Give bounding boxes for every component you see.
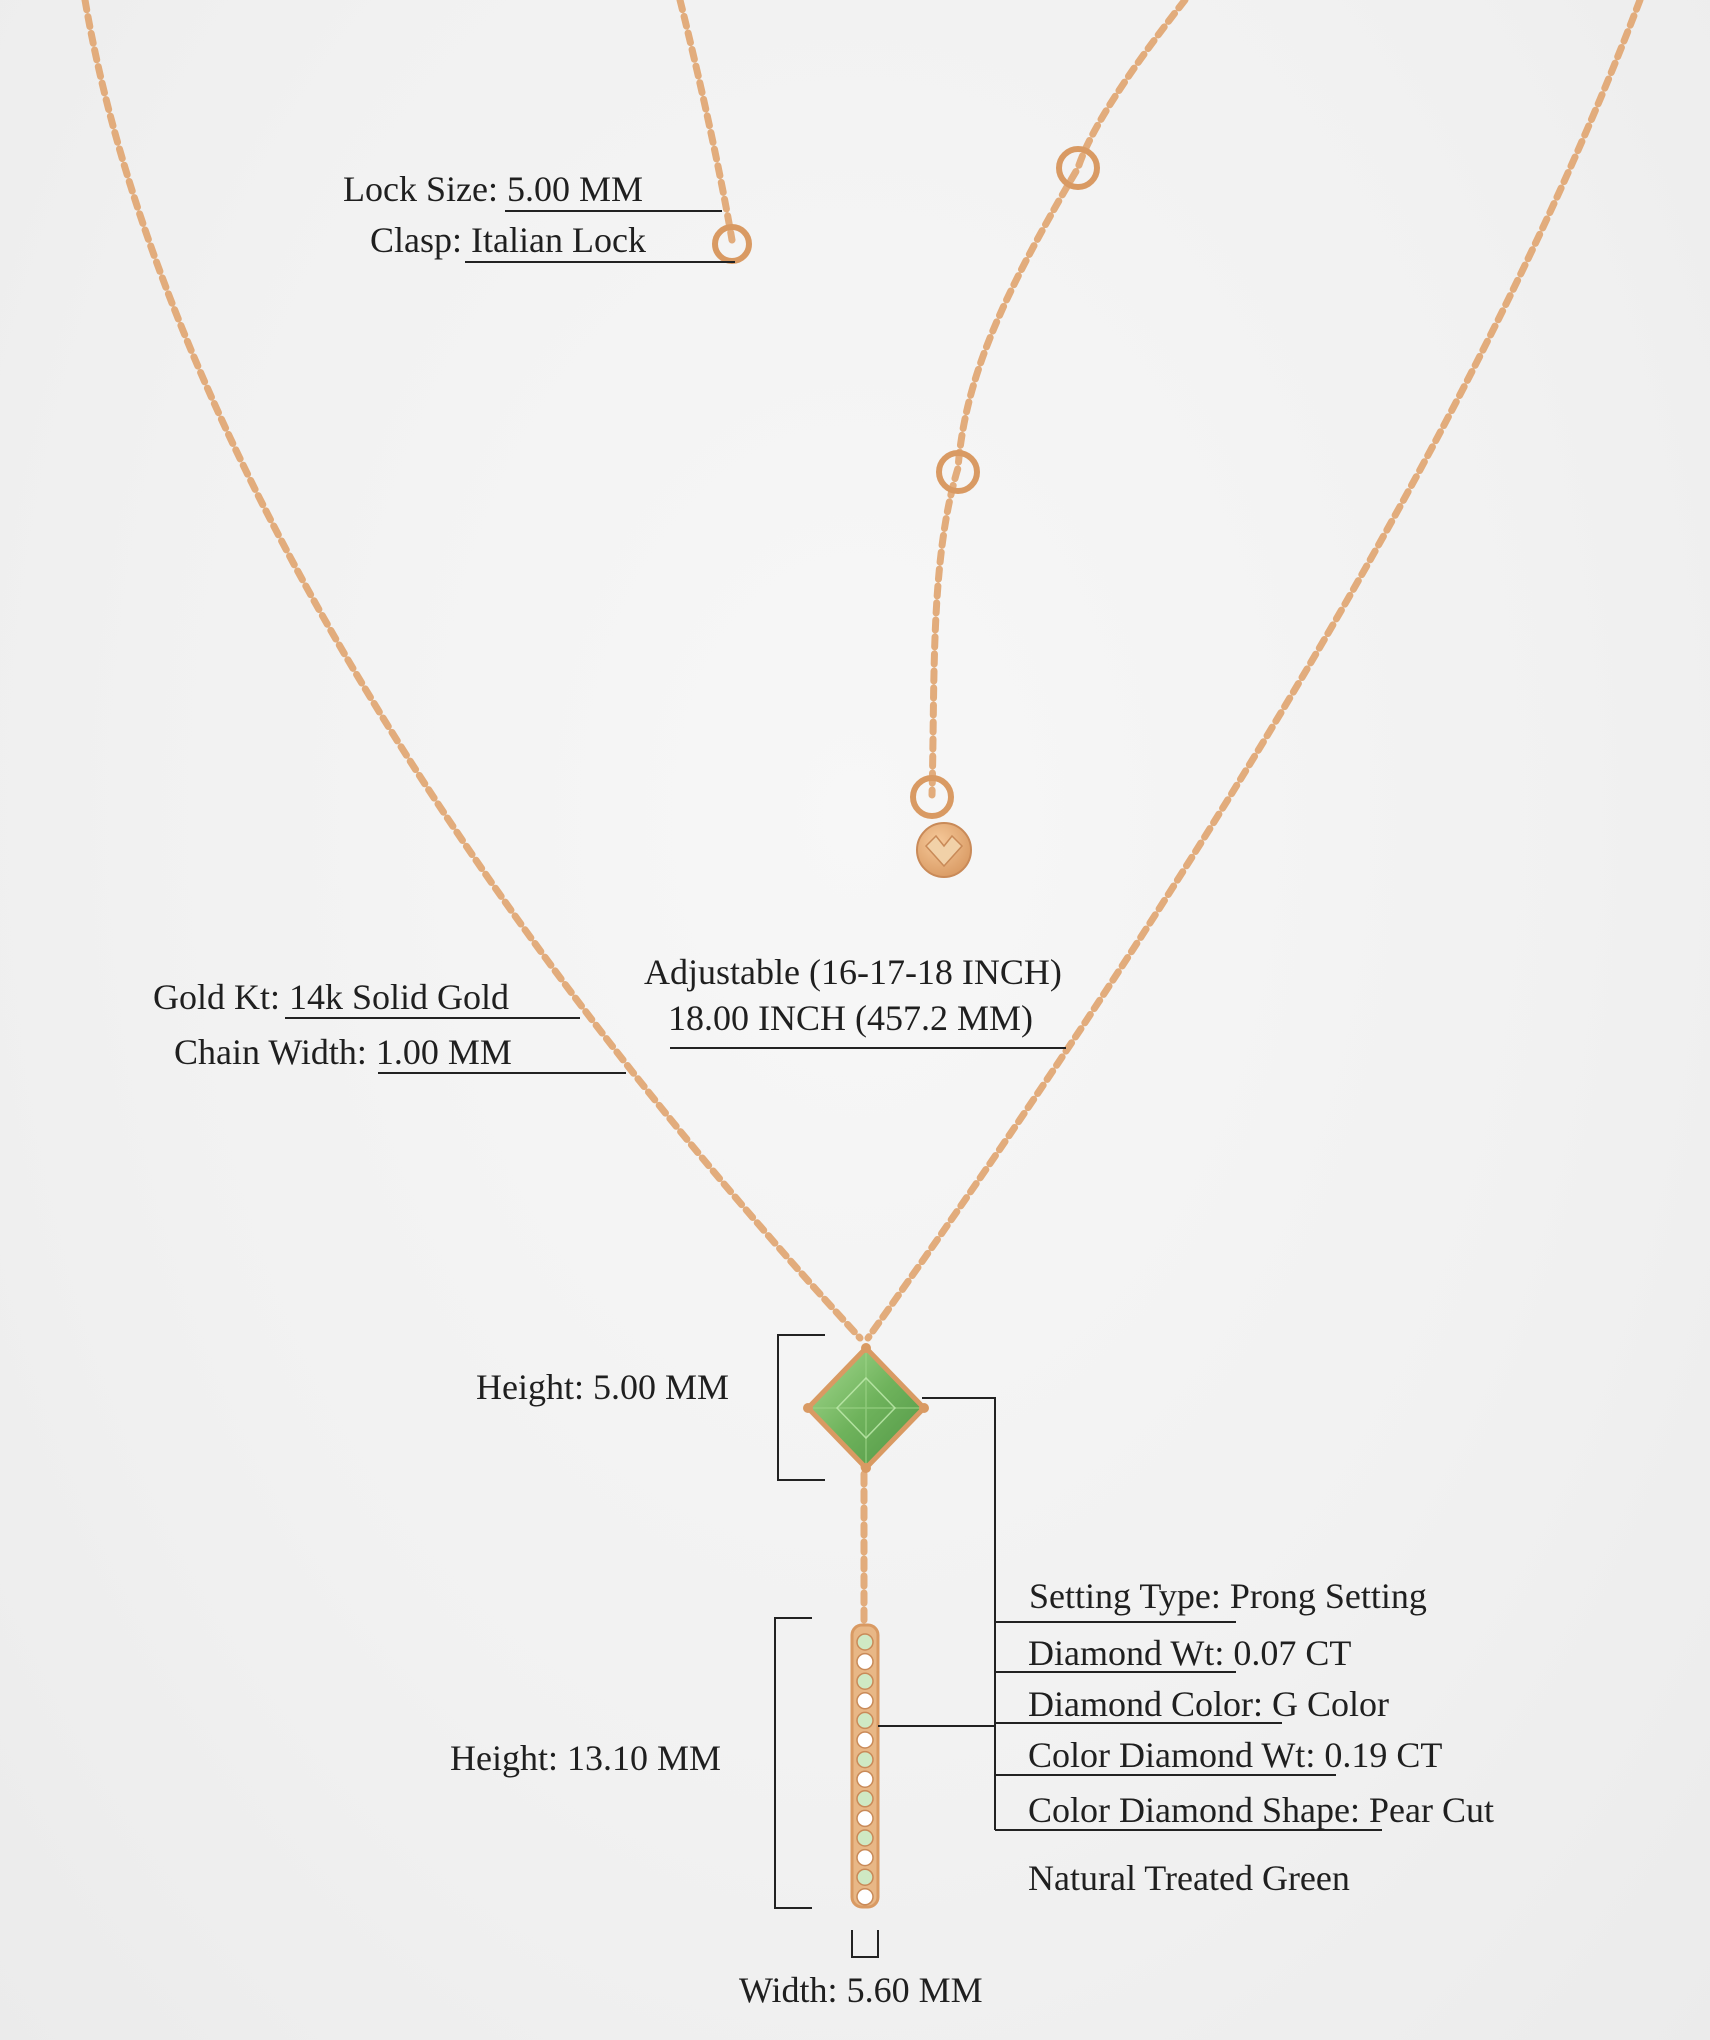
bar-height-spec: Height: 13.10 MM bbox=[450, 1738, 722, 1778]
stone-height-label: Height bbox=[476, 1367, 574, 1407]
gold-kt-spec: Gold Kt: 14k Solid Gold bbox=[153, 977, 510, 1017]
bar-green-stone bbox=[857, 1869, 873, 1885]
gold-kt-label: Gold Kt bbox=[153, 977, 270, 1017]
diamond-color-spec: Diamond Color: G Color bbox=[1028, 1684, 1389, 1724]
chain-length-text: 18.00 INCH (457.2 MM) bbox=[668, 998, 1033, 1038]
princess-cut-gem bbox=[803, 1343, 929, 1473]
chain-width-spec: Chain Width: 1.00 MM bbox=[174, 1032, 512, 1072]
bar-width-value: 5.60 MM bbox=[846, 1970, 983, 2010]
color-diamond-shape-spec: Color Diamond Shape: Pear Cut bbox=[1028, 1790, 1494, 1830]
bar-diamond-stone bbox=[857, 1732, 873, 1748]
color-diamond-wt-spec: Color Diamond Wt: 0.19 CT bbox=[1028, 1735, 1443, 1775]
bar-diamond-stone bbox=[857, 1771, 873, 1787]
color-diamond-shape-label: Color Diamond Shape bbox=[1028, 1790, 1350, 1830]
setting-type-spec: Setting Type: Prong Setting bbox=[1029, 1576, 1427, 1616]
gold-kt-value: 14k Solid Gold bbox=[289, 977, 510, 1017]
setting-type-value: Prong Setting bbox=[1229, 1576, 1427, 1616]
chain-width-value: 1.00 MM bbox=[375, 1032, 512, 1072]
color-diamond-wt-value: 0.19 CT bbox=[1324, 1735, 1443, 1775]
diamond-color-value: G Color bbox=[1272, 1684, 1389, 1724]
bar-width-label: Width bbox=[739, 1970, 828, 2010]
bar-diamond-stone bbox=[857, 1693, 873, 1709]
chain-extender-strand bbox=[932, 0, 1185, 795]
bar-height-label: Height bbox=[450, 1738, 548, 1778]
bar-green-stone bbox=[857, 1830, 873, 1846]
chain-clasp-strand bbox=[680, 0, 732, 240]
lock-size-spec: Lock Size: 5.00 MM bbox=[343, 169, 643, 209]
bar-diamond-stone bbox=[857, 1654, 873, 1670]
bar-green-stone bbox=[857, 1752, 873, 1768]
logo-tag bbox=[917, 823, 971, 877]
bar-width-spec: Width: 5.60 MM bbox=[739, 1970, 983, 2010]
bar-height-value: 13.10 MM bbox=[567, 1738, 722, 1778]
bar-green-stone bbox=[857, 1634, 873, 1650]
color-diamond-wt-label: Color Diamond Wt bbox=[1028, 1735, 1306, 1775]
diamond-color-label: Diamond Color bbox=[1028, 1684, 1253, 1724]
clasp-value: Italian Lock bbox=[471, 220, 646, 260]
chain-width-label: Chain Width bbox=[174, 1032, 357, 1072]
adjustable-length-text: Adjustable (16-17-18 INCH) bbox=[644, 952, 1062, 992]
stone-height-value: 5.00 MM bbox=[593, 1367, 730, 1407]
chain-right-strand bbox=[868, 0, 1640, 1338]
diamond-wt-label: Diamond Wt bbox=[1028, 1633, 1215, 1673]
diamond-bar-pendant bbox=[852, 1625, 878, 1907]
bar-diamond-stone bbox=[857, 1850, 873, 1866]
stone-height-spec: Height: 5.00 MM bbox=[476, 1367, 730, 1407]
clasp-spec: Clasp: Italian Lock bbox=[370, 220, 646, 260]
lock-size-label: Lock Size bbox=[343, 169, 488, 209]
setting-type-label: Setting Type bbox=[1029, 1576, 1211, 1616]
bar-green-stone bbox=[857, 1791, 873, 1807]
clasp-label: Clasp bbox=[370, 220, 453, 260]
bar-green-stone bbox=[857, 1712, 873, 1728]
bar-green-stone bbox=[857, 1673, 873, 1689]
color-diamond-shape-value: Pear Cut bbox=[1368, 1790, 1494, 1830]
diamond-wt-value: 0.07 CT bbox=[1233, 1633, 1352, 1673]
diamond-wt-spec: Diamond Wt: 0.07 CT bbox=[1028, 1633, 1352, 1673]
bar-diamond-stone bbox=[857, 1889, 873, 1905]
lock-size-value: 5.00 MM bbox=[506, 169, 643, 209]
stone-note-text: Natural Treated Green bbox=[1028, 1858, 1350, 1898]
bar-diamond-stone bbox=[857, 1810, 873, 1826]
